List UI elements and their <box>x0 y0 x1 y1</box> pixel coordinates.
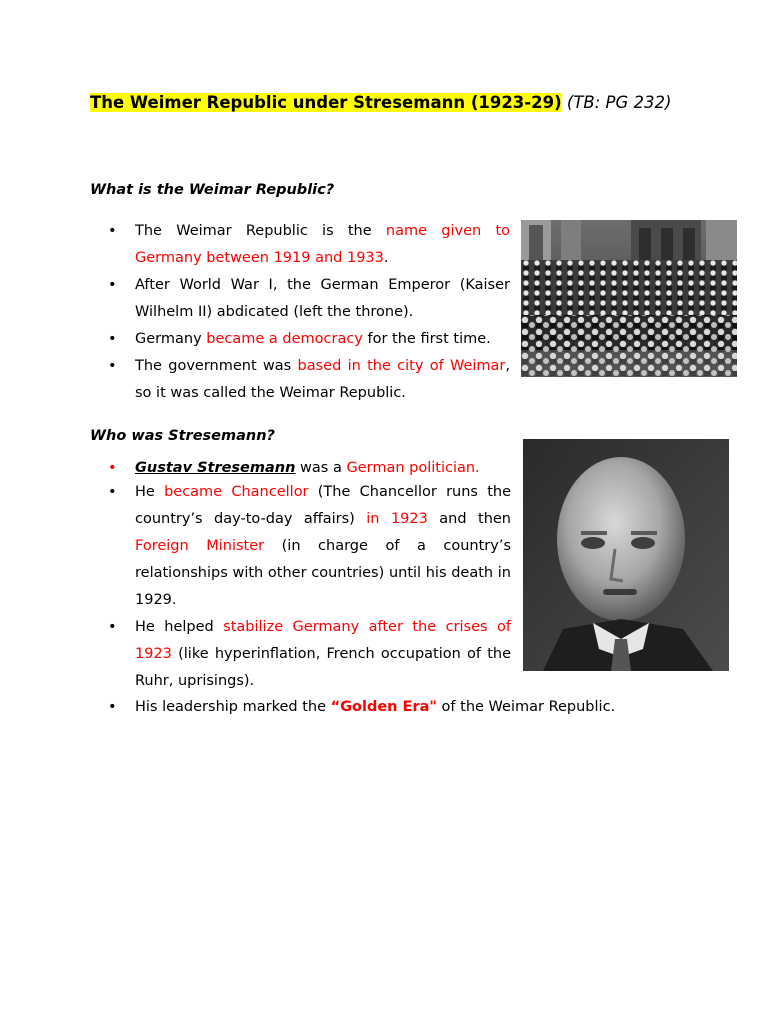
stresemann-name: Gustav Stresemann <box>135 460 296 476</box>
list-item: • After World War I, the German Emperor (Kaiser Wilhelm II) abdicated (left the throne). <box>108 272 510 326</box>
list-item: • Germany became a democracy for the first time. <box>108 326 510 353</box>
bullet-icon: • <box>108 619 117 635</box>
list-item: • The government was based in the city of Weimar, so it was called the Weimar Republic. <box>108 353 510 407</box>
title-reference: (TB: PG 232) <box>566 93 672 112</box>
list-item: • Gustav Stresemann was a German politician. <box>108 457 511 479</box>
bullet-icon: • <box>108 460 117 476</box>
crowd-photo-graphic <box>521 220 737 377</box>
portrait-photo <box>523 439 729 671</box>
bullet-icon: • <box>108 331 117 347</box>
section-heading-stresemann: Who was Stresemann? <box>90 428 275 444</box>
bullet-icon: • <box>108 358 117 374</box>
bullet-icon: • <box>108 484 117 500</box>
stresemann-bullet-list-last <box>108 695 668 719</box>
list-item: • He helped stabilize Germany after the crises of 1923 (like hyperinflation, French occupation of the Ruhr, uprisings). <box>108 614 511 695</box>
bullet-icon: • <box>108 223 117 239</box>
list-item: • His leadership marked the “Golden Era" of the Weimar Republic. <box>108 695 668 719</box>
list-item: • He became Chancellor (The Chancellor runs the country’s day-to-day affairs) in 1923 and then Foreign Minister (in charge of a country’s relationships with other countries) until his death in 1929. <box>108 479 511 614</box>
title-highlighted: The Weimer Republic under Stresemann (1923-29) <box>90 93 562 112</box>
portrait-photo-graphic <box>523 439 729 671</box>
bullet-icon: • <box>108 277 117 293</box>
weimar-bullet-list <box>108 218 510 407</box>
bullet-icon: • <box>108 699 117 715</box>
stresemann-bullet-list <box>108 457 511 695</box>
list-item: • The Weimar Republic is the name given to Germany between 1919 and 1933. <box>108 218 510 272</box>
page-title <box>90 91 690 115</box>
crowd-photo <box>521 220 737 377</box>
section-heading-weimar: What is the Weimar Republic? <box>90 182 335 198</box>
